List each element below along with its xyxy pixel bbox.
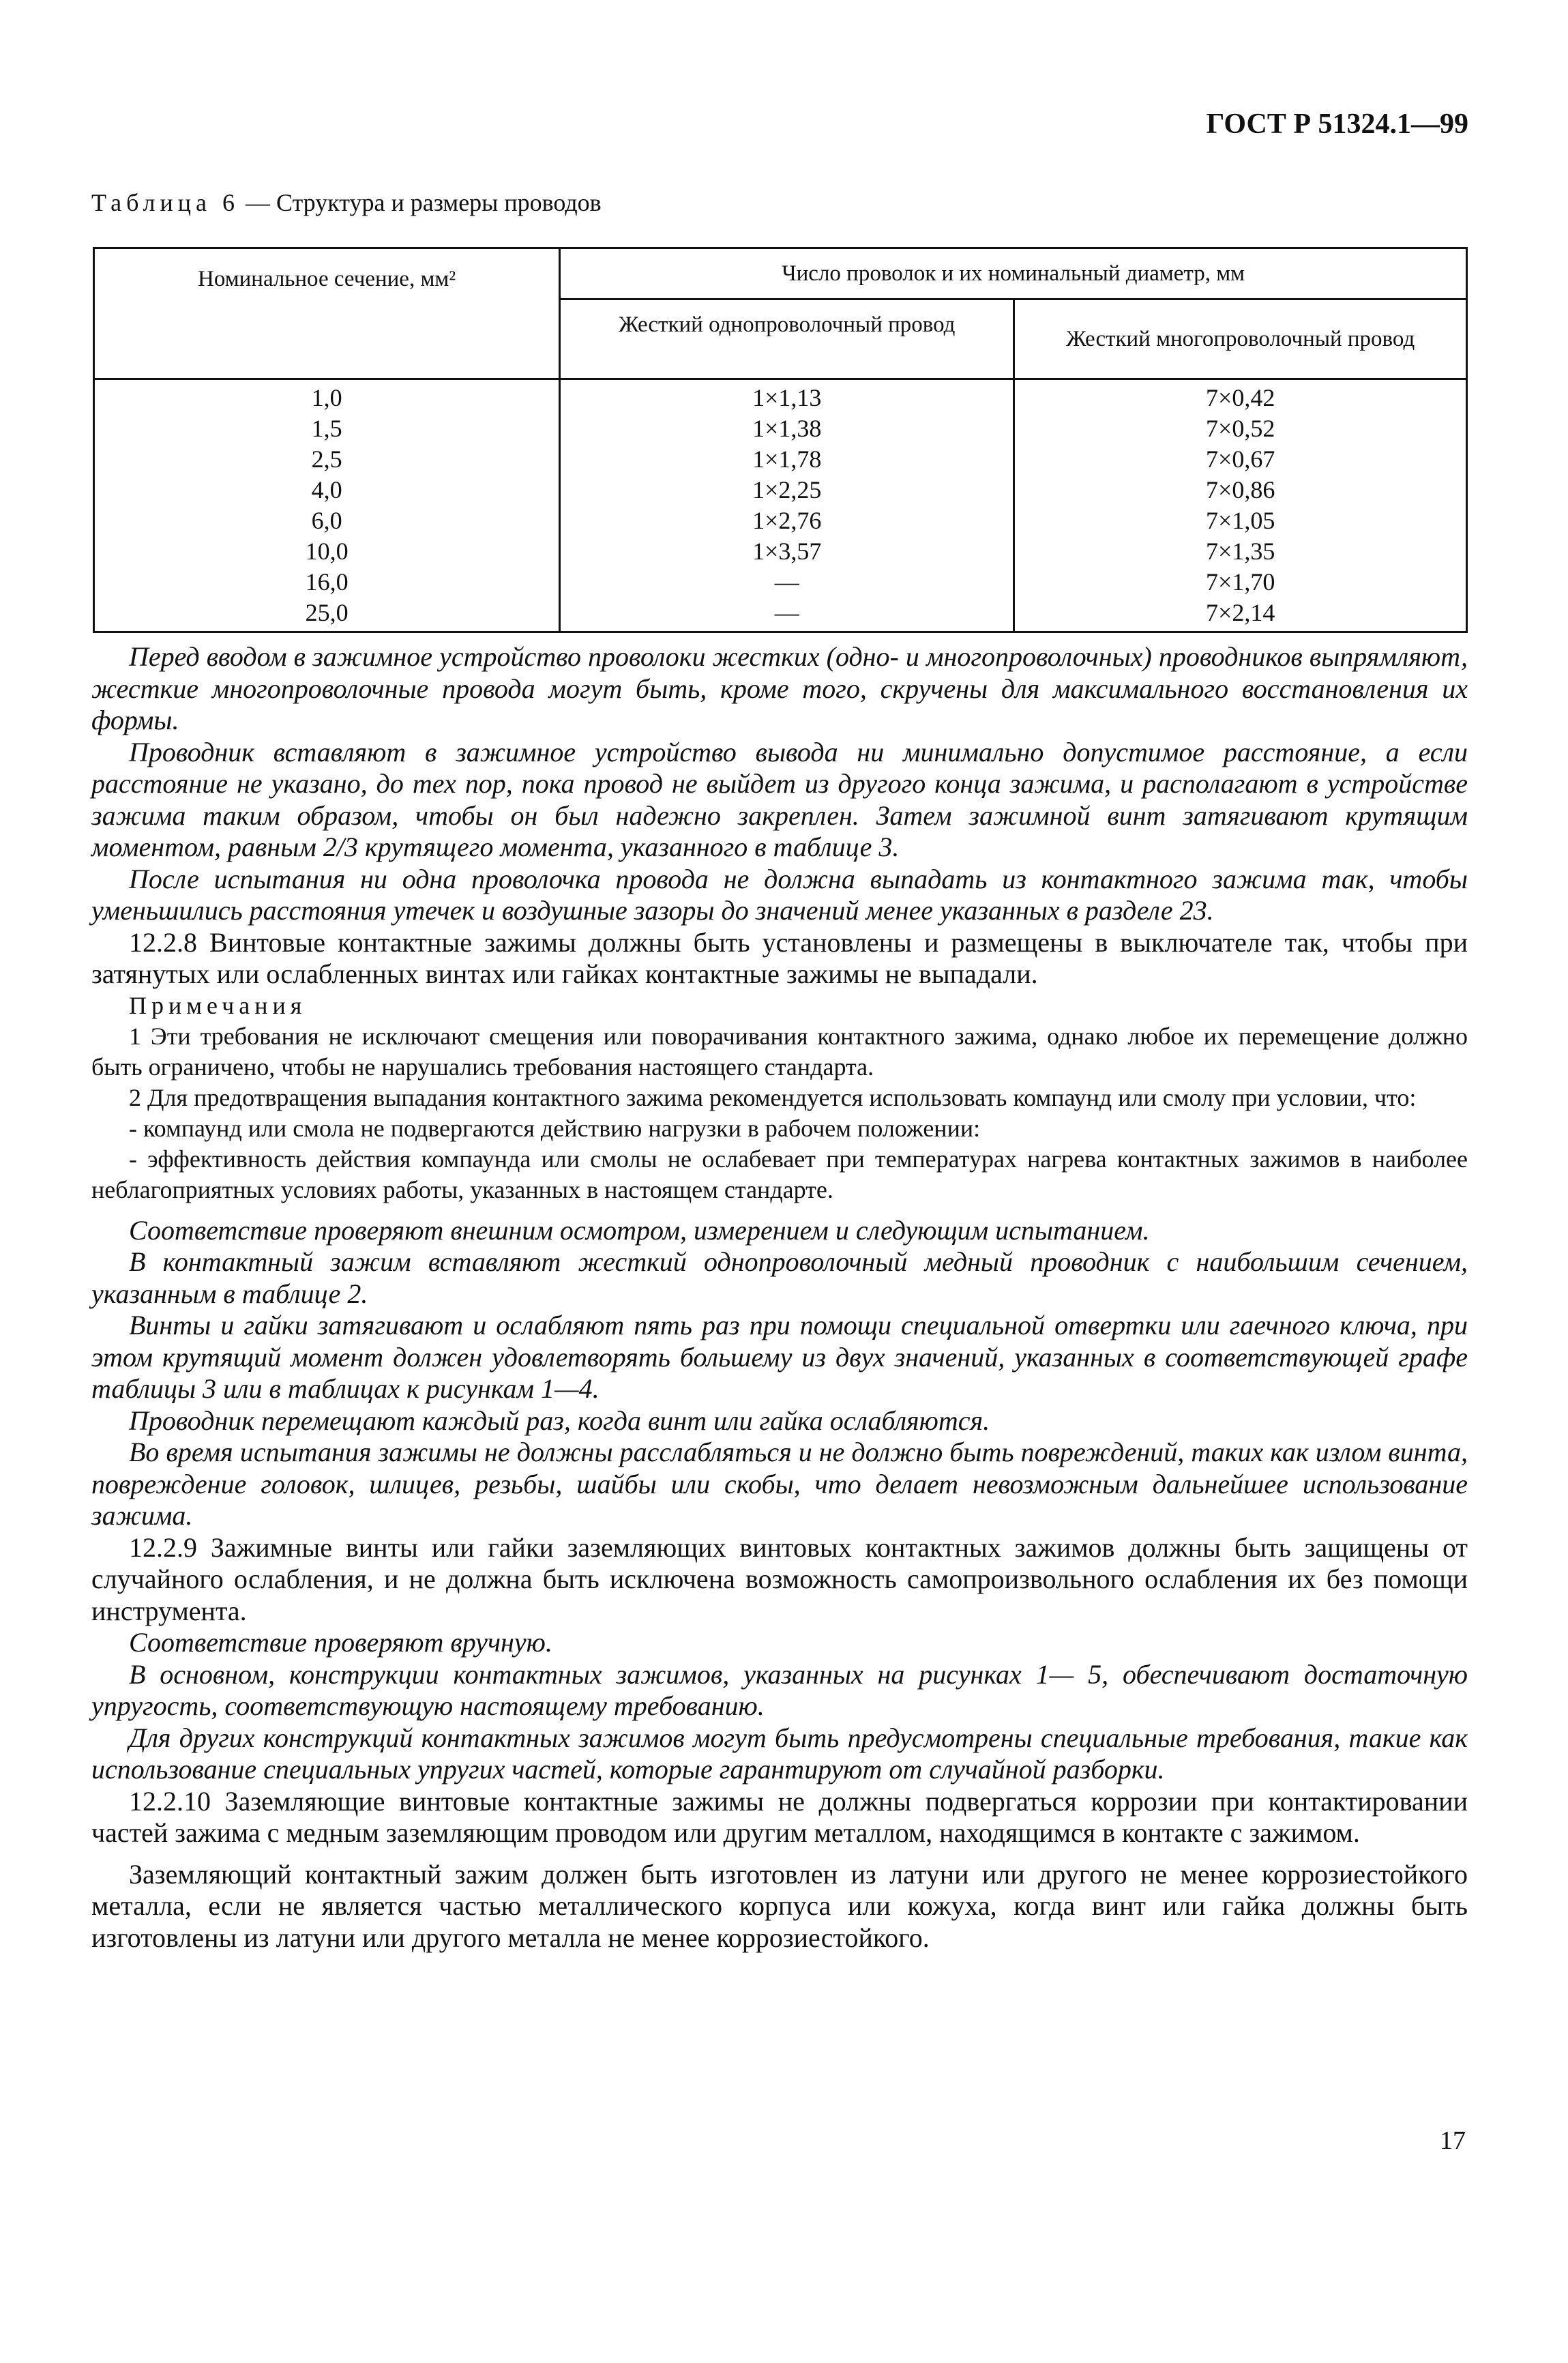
stranded-column: [1014, 379, 1467, 632]
paragraph: Во время испытания зажимы не должны расслабляться и не должно быть повреждений, таких как излом винта, повреждение головок, шлицев, резьбы, шайбы или скобы, что делает невозможным дальнейшее использование зажима.: [91, 1437, 1468, 1531]
column-header-solid: Жесткий однопроволочный провод: [560, 299, 1014, 379]
table-cell: 7×1,35: [1206, 538, 1275, 565]
paragraph: Перед вводом в зажимное устройство проволоки жестких (одно- и многопроволочных) проводников выпрямляют, жесткие многопроволочные провода могут быть, кроме того, скручены для максимального восстановления их формы.: [91, 641, 1468, 735]
table-cell: 1×1,78: [752, 445, 822, 473]
table-cell: 1×1,13: [752, 384, 822, 411]
note-2: 2 Для предотвращения выпадания контактного зажима рекомендуется использовать компаунд или смолу при условии, что:: [129, 1083, 1417, 1111]
wire-structure-table: [93, 247, 1468, 633]
table-cell: 4,0: [311, 476, 342, 503]
note-1: 1 Эти требования не исключают смещения или поворачивания контактного зажима, однако любое их перемещение должно быть ограничено, чтобы не нарушались требования настоящего стандарта.: [91, 1022, 1468, 1081]
section-column: [94, 379, 560, 632]
table-cell: 7×0,86: [1206, 476, 1275, 503]
paragraph: Проводник перемещают каждый раз, когда винт или гайка ослабляются.: [129, 1405, 990, 1436]
column-header-stranded: Жесткий многопроволочный провод: [1014, 299, 1467, 379]
clause-12-2-10: 12.2.10 Заземляющие винтовые контактные зажимы не должны подвергаться коррозии при контактировании частей зажима с медным заземляющим проводом или другим металлом, находящимся в контакте с зажимом.: [91, 1785, 1468, 1848]
paragraph: Соответствие проверяют вручную.: [129, 1627, 552, 1658]
table-cell: 1×3,57: [752, 538, 822, 565]
table-cell: —: [774, 599, 799, 626]
table-caption-label: Таблица 6: [91, 189, 239, 216]
table-caption-title: — Структура и размеры проводов: [239, 189, 602, 216]
table-cell: 7×0,67: [1206, 445, 1275, 473]
standard-code: ГОСТ Р 51324.1—99: [1206, 108, 1468, 140]
table-caption: [91, 188, 602, 217]
table-cell: 7×0,52: [1206, 415, 1275, 442]
table-cell: 6,0: [311, 507, 342, 534]
table-cell: 7×1,70: [1206, 568, 1275, 596]
solid-column: [560, 379, 1014, 632]
table-cell: 1×1,38: [752, 415, 822, 442]
note-2-item: - эффективность действия компаунда или смолы не ослабевает при температурах нагрева контактных зажимов в наиболее неблагоприятных условиях работы, указанных в настоящем стандарте.: [91, 1145, 1468, 1203]
note-2-item: - компаунд или смола не подвергаются действию нагрузки в рабочем положении:: [129, 1114, 981, 1142]
table-cell: 7×0,42: [1206, 384, 1275, 411]
paragraph: В основном, конструкции контактных зажимов, указанных на рисунках 1— 5, обеспечивают достаточную упругость, соответствующую настоящему требованию.: [91, 1658, 1468, 1721]
table-cell: 2,5: [311, 445, 342, 473]
clause-12-2-9: 12.2.9 Зажимные винты или гайки заземляющих винтовых контактных зажимов должны быть защищены от случайного ослабления, и не должна быть исключена возможность самопроизвольного ослабления их без помощи инструмента.: [91, 1531, 1468, 1626]
body-text: [91, 641, 1468, 1954]
table-cell: —: [774, 568, 799, 596]
table-cell: 7×2,14: [1206, 599, 1275, 626]
page-number: 17: [1440, 2126, 1466, 2155]
table-cell: 7×1,05: [1206, 507, 1275, 534]
paragraph: После испытания ни одна проволочка провода не должна выпадать из контактного зажима так, чтобы уменьшились расстояния утечек и воздушные зазоры до значений менее указанных в разделе 23.: [91, 863, 1468, 926]
column-header-section: Номинальное сечение, мм²: [94, 248, 560, 379]
table-cell: 10,0: [305, 538, 349, 565]
column-group-header: Число проволок и их номинальный диаметр, мм: [560, 248, 1467, 299]
clause-12-2-8: 12.2.8 Винтовые контактные зажимы должны быть установлены и размещены в выключателе так, чтобы при затянутых или ослабленных винтах или гайках контактные зажимы не выпадали.: [91, 926, 1468, 989]
table-cell: 16,0: [305, 568, 349, 596]
table-cell: 1,5: [311, 415, 342, 442]
table-cell: 1×2,76: [752, 507, 822, 534]
paragraph: Соответствие проверяют внешним осмотром, измерением и следующим испытанием.: [129, 1214, 1150, 1246]
notes-heading: Примечания: [129, 991, 307, 1019]
paragraph: В контактный зажим вставляют жесткий однопроволочный медный проводник с наибольшим сечением, указанным в таблице 2.: [91, 1246, 1468, 1309]
paragraph: Для других конструкций контактных зажимов могут быть предусмотрены специальные требования, такие как использование специальных упругих частей, которые гарантируют от случайной разборки.: [91, 1722, 1468, 1785]
table-cell: 25,0: [305, 599, 349, 626]
table-body-row: [94, 379, 1467, 632]
paragraph: Заземляющий контактный зажим должен быть изготовлен из латуни или другого не менее коррозиестойкого металла, если не является частью металлического корпуса или кожуха, когда винт или гайка должны быть изготовлены из латуни или другого металла не менее коррозиестойкого.: [91, 1858, 1468, 1953]
table-cell: 1,0: [311, 384, 342, 411]
table-cell: 1×2,25: [752, 476, 822, 503]
paragraph: Винты и гайки затягивают и ослабляют пять раз при помощи специальной отвертки или гаечного ключа, при этом крутящий момент должен удовлетворять большему из двух значений, указанных в соответствующей графе таблицы 3 или в таблицах к рисункам 1—4.: [91, 1310, 1468, 1404]
paragraph: Проводник вставляют в зажимное устройство вывода ни минимально допустимое расстояние, а если расстояние не указано, до тех пор, пока провод не выйдет из другого конца зажима, и располагают в устройстве зажима таким образом, чтобы он был надежно закреплен. Затем зажимной винт затягивают крутящим моментом, равным 2/3 крутящего момента, указанного в таблице 3.: [91, 736, 1468, 862]
